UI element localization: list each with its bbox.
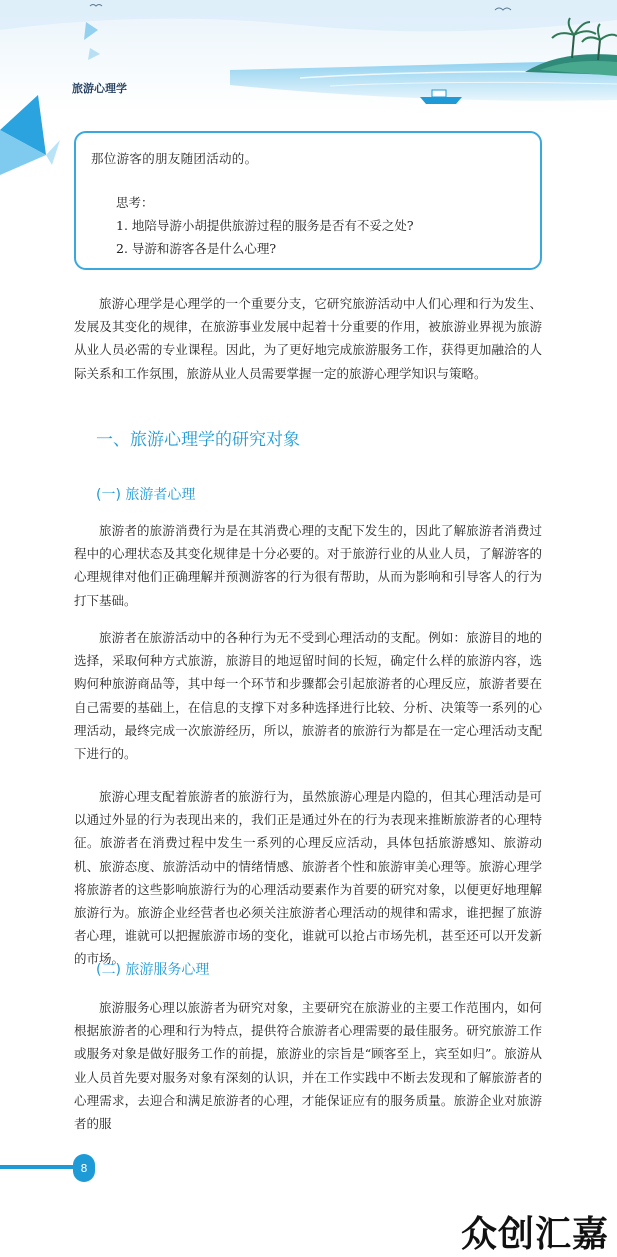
body-paragraph: 旅游者在旅游活动中的各种行为无不受到心理活动的支配。例如：旅游目的地的选择，采取何种方式旅游，旅游目的地逗留时间的长短，确定什么样的旅游内容，选购何种旅游商品等，其中每一个环节和步骤都会引起旅游者的心理反应，旅游者要在自己需要的基础上，在信息的支撑下对多种选择进行比较、分析、决策等一系列的心理活动，最终完成一次旅游经历，所以，旅游者的旅游行为都是在一定心理活动支配下进行的。 (74, 630, 542, 762)
think-questions (116, 191, 414, 260)
case-study-box (74, 131, 542, 270)
body-paragraph: 旅游心理支配着旅游者的旅游行为，虽然旅游心理是内隐的，但其心理活动是可以通过外显的行为表现出来的，我们正是通过外在的行为表现来推断旅游者的心理特征。旅游者在消费过程中发生一系列的心理反应活动，具体包括旅游感知、旅游动机、旅游态度、旅游活动中的情绪情感、旅游者个性和旅游审美心理等。旅游心理学将旅游者的这些影响旅游行为的心理活动要素作为首要的研究对象，以便更好地理解旅游行为。旅游企业经营者也必须关注旅游者心理活动的规律和需求，谁把握了旅游者心理，谁就可以把握旅游市场的变化，谁就可以抢占市场先机，甚至还可以开发新的市场。 (74, 789, 542, 967)
section-heading-research-objects: 一、旅游心理学的研究对象 (96, 430, 300, 450)
think-question-1: 1. 地陪导游小胡提供旅游过程的服务是否有不妥之处? (116, 218, 414, 233)
think-question-2: 2. 导游和游客各是什么心理? (116, 241, 277, 256)
subsection-heading-tourism-service-psychology: (二) 旅游服务心理 (96, 962, 210, 978)
page-number: 8 (73, 1154, 95, 1182)
footer-accent-line (0, 1165, 78, 1169)
think-label: 思考： (116, 195, 154, 210)
watermark-logo-text: 众创汇嘉 (460, 1214, 609, 1255)
case-continuation-text: 那位游客的朋友随团活动的。 (91, 151, 258, 166)
book-title: 旅游心理学 (72, 82, 127, 95)
body-paragraph: 旅游服务心理以旅游者为研究对象，主要研究在旅游业的主要工作范围内，如何根据旅游者的心理和行为特点，提供符合旅游者心理需要的最佳服务。研究旅游工作或服务对象是做好服务工作的前提，旅游业的宗旨是“顾客至上，宾至如归”。旅游从业人员首先要对服务对象有深刻的认识，并在工作实践中不断去发现和了解旅游者的心理需求，去迎合和满足旅游者的心理，才能保证应有的服务质量。旅游企业对旅游者的服 (74, 1000, 542, 1132)
intro-paragraph: 旅游心理学是心理学的一个重要分支，它研究旅游活动中人们心理和行为发生、发展及其变化的规律，在旅游事业发展中起着十分重要的作用，被旅游业界视为旅游从业人员必需的专业课程。因此，为了更好地完成旅游服务工作，获得更加融洽的人际关系和工作氛围，旅游从业人员需要掌握一定的旅游心理学知识与策略。 (74, 296, 542, 381)
header-banner (0, 0, 617, 112)
subsection-heading-tourist-psychology: (一) 旅游者心理 (96, 487, 196, 503)
body-paragraph: 旅游者的旅游消费行为是在其消费心理的支配下发生的，因此了解旅游者消费过程中的心理状态及其变化规律是十分必要的。对于旅游行业的从业人员，了解游客的心理规律对他们正确理解并预测游客的行为很有帮助，从而为影响和引导客人的行为打下基础。 (74, 523, 542, 608)
